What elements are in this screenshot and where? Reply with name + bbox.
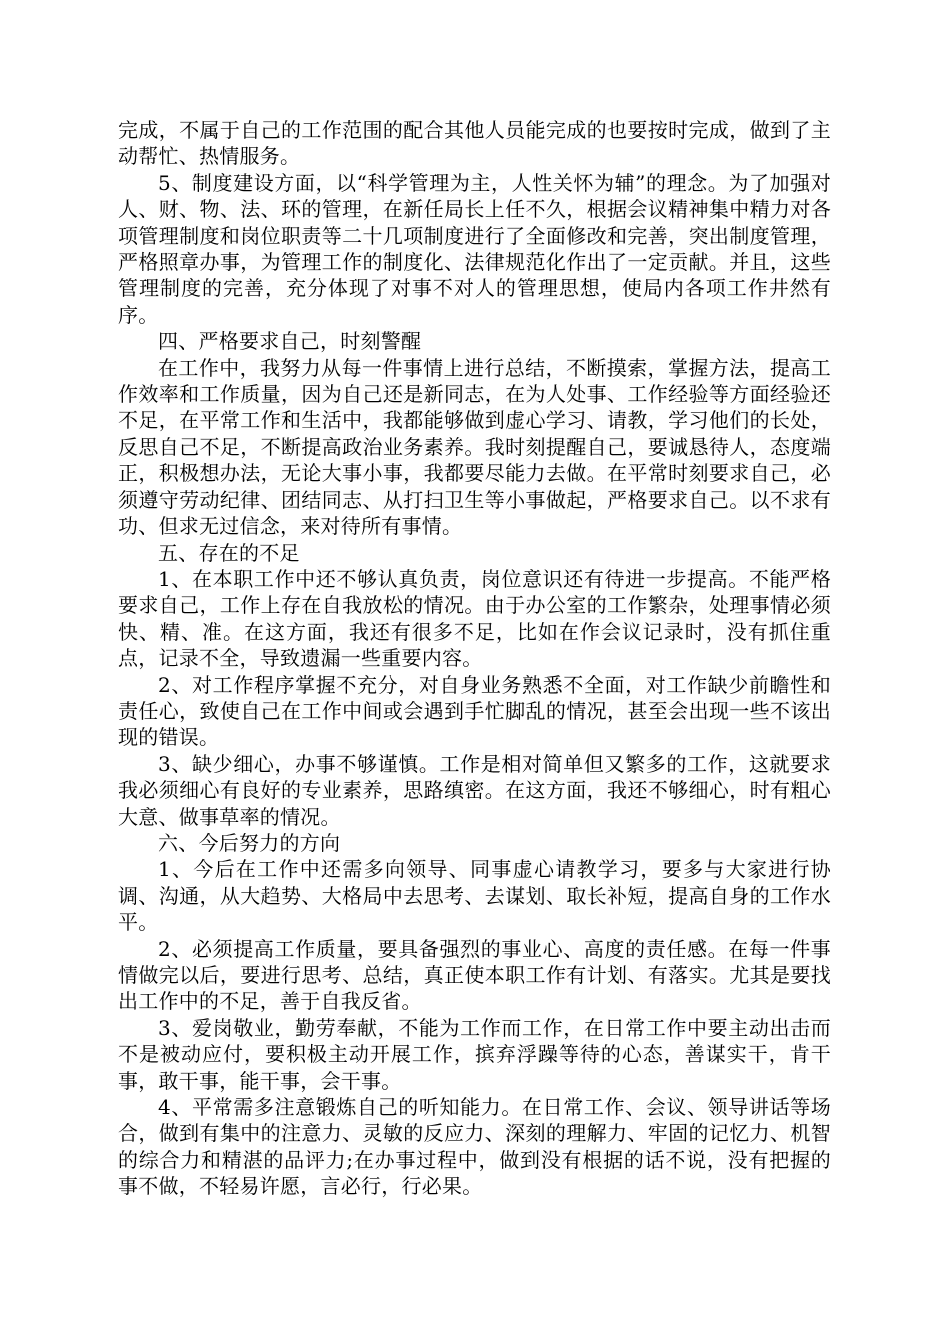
paragraph-direction-4: 4、平常需多注意锻炼自己的听知能力。在日常工作、会议、领导讲话等场合，做到有集中的注意力、灵敏的反应力、深刻的理解力、牢固的记忆力、机智的综合力和精湛的品评力;在办事过程中，做到没有根据的话不说，没有把握的事不做，不轻易许愿，言必行，行必果。	[118, 1095, 831, 1199]
paragraph-direction-1: 1、今后在工作中还需多向领导、同事虚心请教学习，要多与大家进行协调、沟通，从大趋势、大格局中去思考、去谋划、取长补短，提高自身的工作水平。	[118, 857, 831, 935]
paragraph-shortcoming-1: 1、在本职工作中还不够认真负责，岗位意识还有待进一步提高。不能严格要求自己，工作上存在自我放松的情况。由于办公室的工作繁杂，处理事情必须快、精、准。在这方面，我还有很多不足，比如在作会议记录时，没有抓住重点，记录不全，导致遗漏一些重要内容。	[118, 566, 831, 671]
section-heading-4: 四、严格要求自己，时刻警醒	[158, 329, 422, 354]
paragraph-direction-2: 2、必须提高工作质量，要具备强烈的事业心、高度的责任感。在每一件事情做完以后，要进行思考、总结，真正使本职工作有计划、有落实。尤其是要找出工作中的不足，善于自我反省。	[118, 936, 831, 1014]
paragraph-shortcoming-3: 3、缺少细心，办事不够谨慎。工作是相对简单但又繁多的工作，这就要求我必须细心有良好的专业素养，思路缜密。在这方面，我还不够细心，时有粗心大意、做事草率的情况。	[118, 751, 831, 829]
paragraph-self-discipline: 在工作中，我努力从每一件事情上进行总结，不断摸索，掌握方法，提高工作效率和工作质量，因为自己还是新同志，在为人处事、工作经验等方面经验还不足，在平常工作和生活中，我都能够做到虚心学习、请教，学习他们的长处，反思自己不足，不断提高政治业务素养。我时刻提醒自己，要诚恳待人，态度端正，积极想办法，无论大事小事，我都要尽能力去做。在平常时刻要求自己，必须遵守劳动纪律、团结同志、从打扫卫生等小事做起，严格要求自己。以不求有功、但求无过信念，来对待所有事情。	[118, 355, 831, 539]
section-heading-5: 五、存在的不足	[158, 540, 300, 565]
paragraph-institution-building: 5、制度建设方面，以“科学管理为主，人性关怀为辅”的理念。为了加强对人、财、物、法、环的管理，在新任局长上任不久，根据会议精神集中精力对各项管理制度和岗位职责等二十几项制度进行了全面修改和完善，突出制度管理，严格照章办事，为管理工作的制度化、法律规范化作出了一定贡献。并且，这些管理制度的完善，充分体现了对事不对人的管理思想，使局内各项工作井然有序。	[118, 170, 831, 327]
paragraph-continuation: 完成，不属于自己的工作范围的配合其他人员能完成的也要按时完成，做到了主动帮忙、热情服务。	[118, 118, 831, 169]
document-page	[118, 117, 831, 1200]
section-heading-6: 六、今后努力的方向	[158, 830, 341, 855]
paragraph-shortcoming-2: 2、对工作程序掌握不充分，对自身业务熟悉不全面，对工作缺少前瞻性和责任心，致使自己在工作中间或会遇到手忙脚乱的情况，甚至会出现一些不该出现的错误。	[118, 672, 831, 750]
paragraph-direction-3: 3、爱岗敬业，勤劳奉献，不能为工作而工作，在日常工作中要主动出击而不是被动应付，要积极主动开展工作，摈弃浮躁等待的心态，善谋实干，肯干事，敢干事，能干事，会干事。	[118, 1015, 831, 1093]
